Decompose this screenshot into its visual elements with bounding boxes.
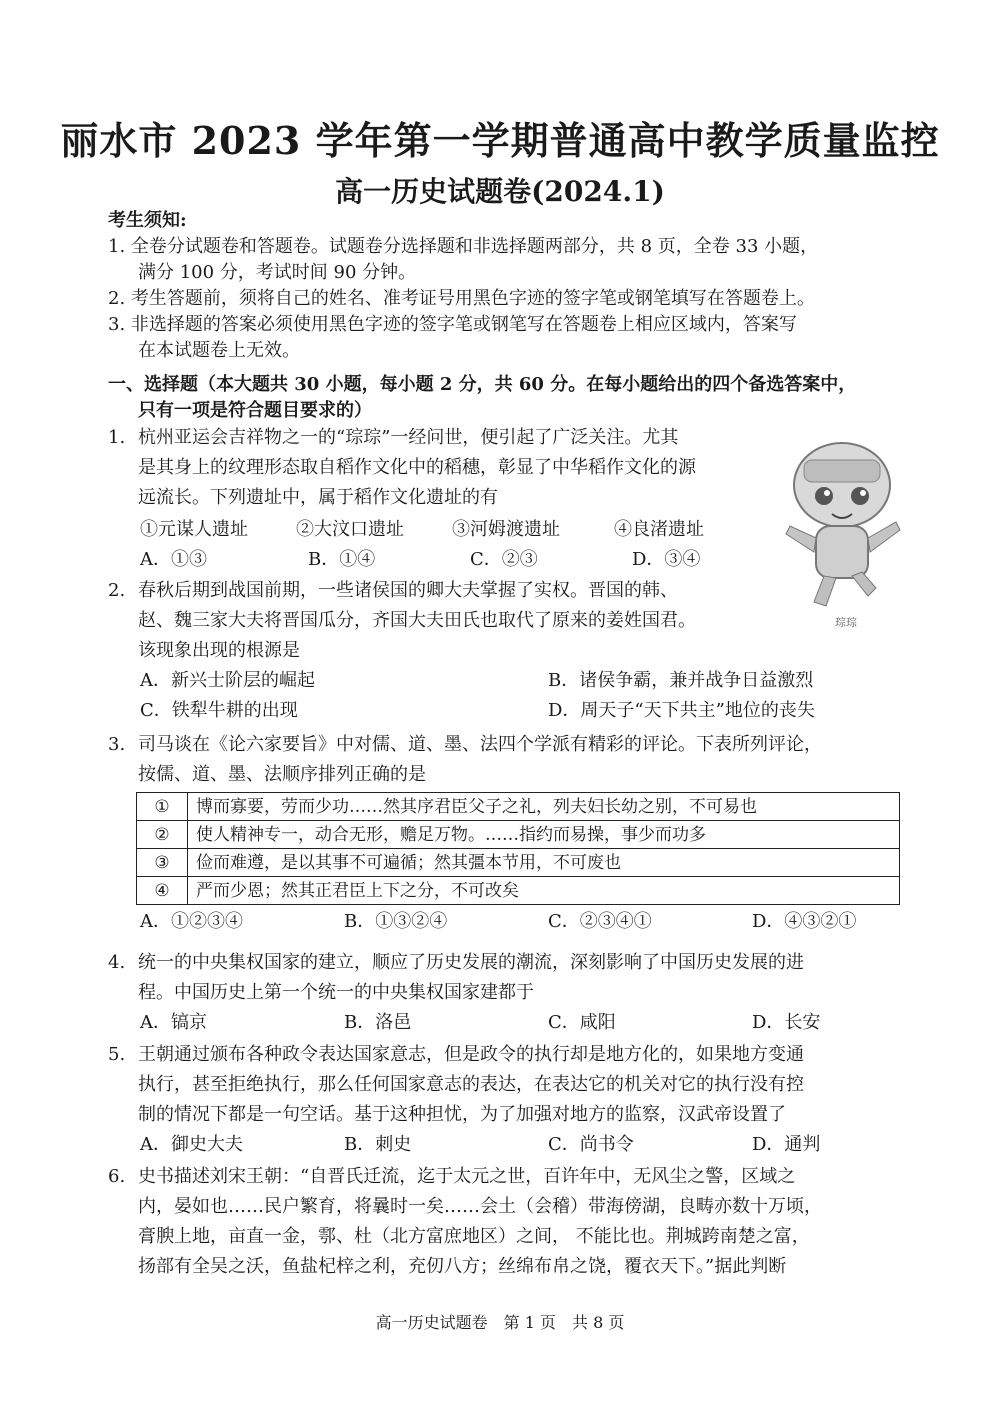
q1-option-a[interactable]: A．①③ (140, 549, 207, 570)
table-cell-text: 严而少恩；然其正君臣上下之分，不可改矣 (188, 877, 900, 905)
question-number: 2. (108, 580, 126, 601)
question-text: 膏腴上地，亩直一金，鄠、杜（北方富庶地区）之间， 不能比也。荆城跨南楚之富， (138, 1226, 810, 1247)
question-number: 5. (108, 1044, 126, 1065)
table-row (137, 877, 900, 905)
notice-block (108, 208, 898, 364)
table-cell-num: ④ (137, 877, 188, 905)
table-cell-num: ③ (137, 849, 188, 877)
table-cell-text: 使人精神专一，动合无形，赡足万物。……指约而易操，事少而功多 (188, 821, 900, 849)
table-row (137, 821, 900, 849)
table-cell-num: ② (137, 821, 188, 849)
table-cell-text: 博而寡要，劳而少功……然其序君臣父子之礼，列夫妇长幼之别，不可易也 (188, 793, 900, 821)
notice-item: 3. 非选择题的答案必须使用黑色字迹的签字笔或钢笔写在答题卷上相应区域内，答案写 (108, 314, 797, 335)
q4-option-d[interactable]: D．长安 (752, 1012, 821, 1033)
table-cell-num: ① (137, 793, 188, 821)
q5-option-b[interactable]: B．刺史 (344, 1134, 412, 1155)
exam-title: 丽水市 2023 学年第一学期普通高中教学质量监控 (60, 118, 940, 163)
notice-item: 满分 100 分，考试时间 90 分钟。 (138, 262, 417, 283)
question-text: 内，晏如也……民户繁育，将曩时一矣……会土（会稽）带海傍湖，良畴亦数十万顷， (138, 1196, 822, 1217)
mascot-caption: 琮琮 (835, 616, 857, 629)
q1-item: ①元谋人遗址 (140, 519, 248, 540)
question-text: 王朝通过颁布各种政令表达国家意志，但是政令的执行却是地方化的，如果地方变通 (138, 1044, 804, 1065)
q3-option-b[interactable]: B．①③②④ (344, 911, 448, 932)
q4-option-a[interactable]: A．镐京 (140, 1012, 207, 1033)
question-text: 执行，甚至拒绝执行，那么任何国家意志的表达，在表达它的机关对它的执行没有控 (138, 1074, 804, 1095)
question-6 (108, 1164, 898, 1280)
section-heading (108, 372, 898, 424)
question-text: 司马谈在《论六家要旨》中对儒、道、墨、法四个学派有精彩的评论。下表所列评论， (138, 734, 822, 755)
notice-item: 在本试题卷上无效。 (138, 340, 300, 361)
question-text: 杭州亚运会吉祥物之一的“琮琮”一经问世，便引起了广泛关注。尤其 (138, 427, 679, 448)
notice-item: 1. 全卷分试题卷和答题卷。试题卷分选择题和非选择题两部分，共 8 页，全卷 33 小题， (108, 236, 819, 257)
q5-option-c[interactable]: C．尚书令 (548, 1134, 634, 1155)
page-footer: 高一历史试题卷 第 1 页 共 8 页 (375, 1313, 625, 1332)
question-text: 统一的中央集权国家的建立，顺应了历史发展的潮流，深刻影响了中国历史发展的进 (138, 952, 804, 973)
q2-option-a[interactable]: A．新兴士阶层的崛起 (140, 670, 315, 691)
question-2 (108, 578, 898, 724)
q5-option-a[interactable]: A．御史大夫 (140, 1134, 243, 1155)
question-1 (108, 425, 768, 573)
question-4 (108, 950, 898, 1036)
question-text: 扬部有全吴之沃，鱼盐杞梓之利，充仞八方；丝绵布帛之饶，覆衣天下。”据此判断 (138, 1256, 787, 1277)
table-cell-text: 俭而难遵，是以其事不可遍循；然其彊本节用，不可废也 (188, 849, 900, 877)
q1-item: ②大汶口遗址 (296, 519, 404, 540)
q4-option-b[interactable]: B．洛邑 (344, 1012, 412, 1033)
question-text: 赵、魏三家大夫将晋国瓜分，齐国大夫田氏也取代了原来的姜姓国君。 (138, 610, 696, 631)
q2-option-c[interactable]: C．铁犁牛耕的出现 (140, 700, 298, 721)
question-3 (108, 732, 898, 935)
notice-item: 2. 考生答题前，须将自己的姓名、准考证号用黑色字迹的签字笔或钢笔填写在答题卷上。 (108, 288, 815, 309)
q1-item: ③河姆渡遗址 (452, 519, 560, 540)
question-text: 该现象出现的根源是 (138, 640, 300, 661)
question-text: 制的情况下都是一句空话。基于这种担忧，为了加强对地方的监察，汉武帝设置了 (138, 1104, 786, 1125)
q3-option-a[interactable]: A．①②③④ (140, 911, 243, 932)
evaluation-table (136, 792, 900, 905)
question-text: 史书描述刘宋王朝：“自晋氏迁流，迄于太元之世，百许年中，无风尘之警，区域之 (138, 1166, 796, 1187)
notice-heading: 考生须知: (108, 210, 187, 231)
table-row (137, 849, 900, 877)
table-row (137, 793, 900, 821)
question-number: 1. (108, 427, 126, 448)
question-number: 3. (108, 734, 126, 755)
exam-subtitle: 高一历史试题卷(2024.1) (335, 175, 665, 208)
q3-option-d[interactable]: D．④③②① (752, 911, 857, 932)
section-heading-line: 一、选择题（本大题共 30 小题，每小题 2 分，共 60 分。在每小题给出的四个备选答案中， (108, 374, 857, 395)
q2-option-b[interactable]: B．诸侯争霸，兼并战争日益激烈 (548, 670, 814, 691)
q1-option-c[interactable]: C．②③ (470, 549, 538, 570)
section-heading-line: 只有一项是符合题目要求的） (138, 400, 372, 421)
q2-option-d[interactable]: D．周天子“天下共主”地位的丧失 (548, 700, 815, 721)
q1-option-b[interactable]: B．①④ (308, 549, 376, 570)
q4-option-c[interactable]: C．咸阳 (548, 1012, 616, 1033)
question-text: 是其身上的纹理形态取自稻作文化中的稻穗，彰显了中华稻作文化的源 (138, 457, 696, 478)
q3-option-c[interactable]: C．②③④① (548, 911, 652, 932)
question-text: 按儒、道、墨、法顺序排列正确的是 (138, 764, 426, 785)
question-number: 4. (108, 952, 126, 973)
question-number: 6. (108, 1166, 126, 1187)
question-text: 程。中国历史上第一个统一的中央集权国家建都于 (138, 982, 534, 1003)
q1-item: ④良渚遗址 (614, 519, 704, 540)
question-text: 春秋后期到战国前期，一些诸侯国的卿大夫掌握了实权。晋国的韩、 (138, 580, 678, 601)
q1-option-d[interactable]: D．③④ (632, 549, 701, 570)
question-5 (108, 1042, 898, 1158)
q5-option-d[interactable]: D．通判 (752, 1134, 821, 1155)
question-text: 远流长。下列遗址中，属于稻作文化遗址的有 (138, 487, 498, 508)
